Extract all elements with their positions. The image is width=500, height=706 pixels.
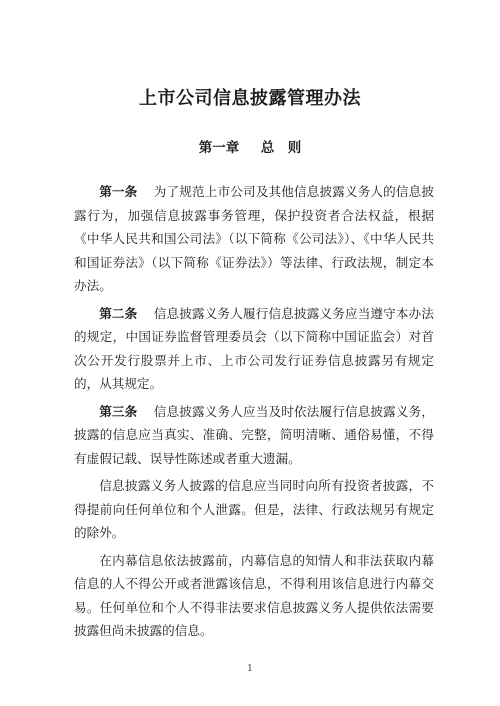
- article-text: 信息披露义务人应当及时依法履行信息披露义务，披露的信息应当真实、准确、完整，简明清晰、通俗易懂，不得有虚假记载、误导性陈述或者重大遗漏。: [74, 403, 435, 466]
- article-3-paragraph-3: [74, 549, 434, 643]
- paragraph-text: 在内幕信息依法披露前，内幕信息的知情人和非法获取内幕信息的人不得公开或者泄露该信息，不得利用该信息进行内幕交易。任何单位和个人不得非法要求信息披露义务人提供依法需要披露但尚未披露的信息。: [74, 552, 434, 638]
- document-body: [74, 180, 434, 647]
- article-number: 第三条: [99, 403, 138, 419]
- chapter-label: 第一章: [198, 140, 240, 156]
- document-title: 上市公司信息披露管理办法: [139, 88, 361, 109]
- chapter-name: 总 则: [260, 140, 302, 156]
- paragraph-text: 信息披露义务人披露的信息应当同时向所有投资者披露，不得提前向任何单位和个人泄露。但是，法律、行政法规另有规定的除外。: [74, 478, 434, 540]
- article-number: 第二条: [99, 305, 138, 321]
- article-text: 为了规范上市公司及其他信息披露义务人的信息披露行为，加强信息披露事务管理，保护投资者合法权益，根据《中华人民共和国公司法》（以下简称《公司法》）、《中华人民共和国证券法》（以下简称《证券法》）等法律、行政法规，制定本办法。: [74, 184, 435, 293]
- article-text: 信息披露义务人履行信息披露义务应当遵守本办法的规定，中国证券监督管理委员会（以下简称中国证监会）对首次公开发行股票并上市、上市公司发行证券信息披露另有规定的，从其规定。: [74, 305, 435, 391]
- article-3: [74, 400, 434, 471]
- article-3-paragraph-2: [74, 474, 434, 545]
- article-1: [74, 180, 434, 298]
- chapter-heading: [0, 136, 500, 156]
- page-number: 1: [247, 664, 253, 674]
- article-number: 第一条: [99, 184, 138, 199]
- article-2: [74, 302, 434, 396]
